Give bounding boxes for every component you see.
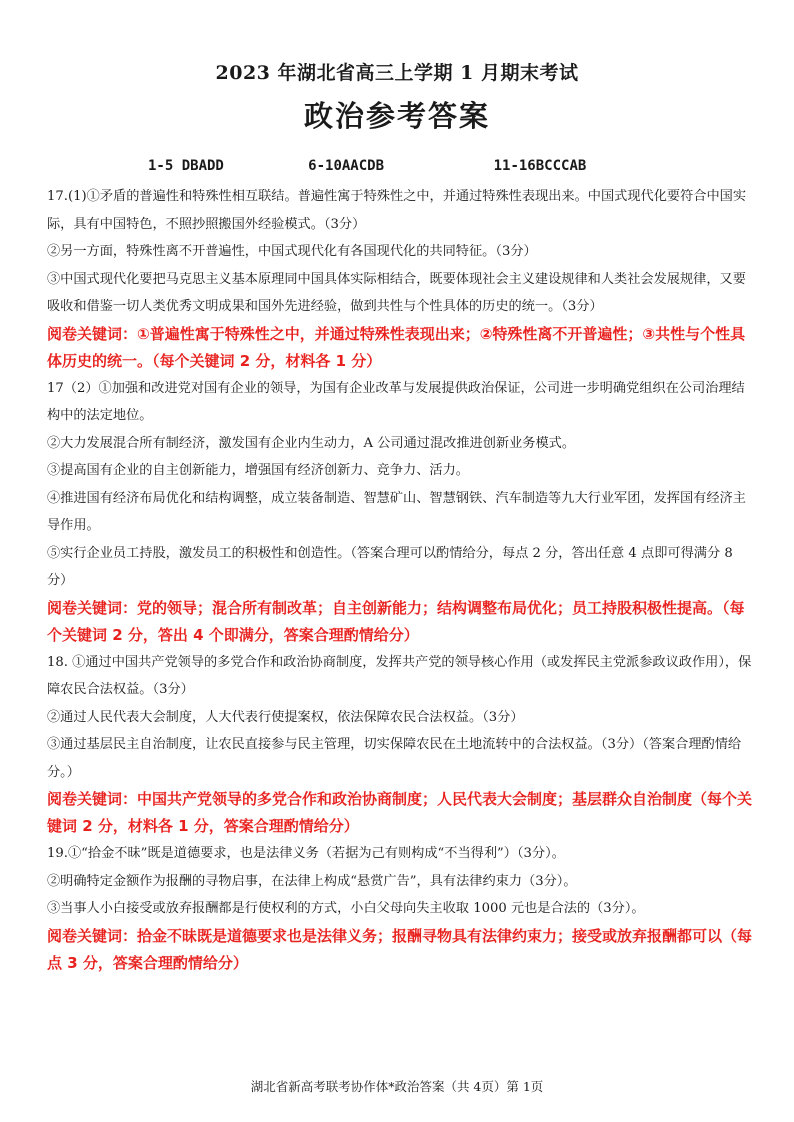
q18-point-1: 18. ①通过中国共产党领导的多党合作和政治协商制度，发挥共产党的领导核心作用（或发挥民主党派参政议政作用），保障农民合法权益。（3分）	[47, 654, 752, 697]
q18-point-3: ③通过基层民主自治制度，让农民直接参与民主管理，切实保障农民在土地流转中的合法权益。（3分）（答案合理酌情给分。）	[47, 737, 742, 780]
q17-1-grading-keywords: 阅卷关键词：①普遍性寓于特殊性之中，并通过特殊性表现出来；②特殊性离不开普遍性；③共性与个性具体历史的统一。（每个关键词 2 分，材料各 1 分）	[47, 324, 746, 370]
q17-1-point-3: ③中国式现代化要把马克思主义基本原理同中国具体实际相结合，既要体现社会主义建设规律和人类社会发展规律，又要吸收和借鉴一切人类优秀文明成果和国外先进经验，做到共性与个性具体的历史的统一。（3分）	[47, 271, 746, 314]
q17-2-point-5: ⑤实行企业员工持股，激发员工的积极性和创造性。（答案合理可以酌情给分，每点 2 分，答出任意 4 点即可得满分 8 分）	[47, 545, 733, 588]
answer-content	[47, 183, 753, 977]
q18-grading-keywords: 阅卷关键词：中国共产党领导的多党合作和政治协商制度；人民代表大会制度；基层群众自治制度（每个关键词 2 分，材料各 1 分，答案合理酌情给分）	[47, 790, 753, 835]
choice-answers-row	[148, 158, 586, 174]
q18-point-2: ②通过人民代表大会制度，人大代表行使提案权，依法保障农民合法权益。（3分）	[47, 709, 524, 725]
q19-point-3: ③当事人小白接受或放弃报酬都是行使权利的方式，小白父母向失主收取 1000 元也是合法的（3分）。	[47, 901, 645, 916]
q17-1-point-2: ②另一方面，特殊性离不开普遍性，中国式现代化有各国现代化的共同特征。（3分）	[47, 244, 537, 259]
q19-point-2: ②明确特定金额作为报酬的寻物启事，在法律上构成“悬赏广告”，具有法律约束力（3分）。	[47, 873, 577, 889]
q17-1-point-1: 17.(1)①矛盾的普遍性和特殊性相互联结。普遍性寓于特殊性之中，并通过特殊性表现出来。中国式现代化要符合中国实际，具有中国特色，不照抄照搬国外经验模式。（3分）	[47, 189, 747, 232]
q19-grading-keywords: 阅卷关键词：拾金不昧既是道德要求也是法律义务；报酬寻物具有法律约束力；接受或放弃报酬都可以（每点 3 分，答案合理酌情给分）	[47, 926, 753, 972]
q17-2-point-2: ②大力发展混合所有制经济，激发国有企业内生动力，A 公司通过混改推进创新业务模式。	[47, 435, 576, 451]
choice-answers-11-16: 11-16BCCCAB	[493, 158, 587, 174]
choice-answers-6-10: 6-10AACDB	[308, 158, 385, 174]
exam-title: 2023 年湖北省高三上学期 1 月期末考试	[215, 62, 579, 84]
answer-key-title: 政治参考答案	[303, 99, 490, 133]
q17-2-point-4: ④推进国有经济布局优化和结构调整，成立装备制造、智慧矿山、智慧钢铁、汽车制造等九大行业军团，发挥国有经济主导作用。	[47, 490, 746, 533]
page-footer: 湖北省新高考联考协作体*政治答案（共 4页）第 1页	[250, 1079, 544, 1094]
q17-2-point-3: ③提高国有企业的自主创新能力，增强国有经济创新力、竞争力、活力。	[47, 463, 469, 478]
choice-answers-1-5: 1-5 DBADD	[148, 158, 224, 174]
q17-2-grading-keywords: 阅卷关键词：党的领导；混合所有制改革；自主创新能力；结构调整布局优化；员工持股积极性提高。（每个关键词 2 分，答出 4 个即满分，答案合理酌情给分）	[47, 598, 745, 644]
q17-2-point-1: 17（2）①加强和改进党对国有企业的领导，为国有企业改革与发展提供政治保证，公司进一步明确党组织在公司治理结构中的法定地位。	[47, 380, 745, 423]
q19-point-1: 19.①“拾金不昧”既是道德要求，也是法律义务（若据为己有则构成“不当得利”）（3分）。	[47, 846, 565, 861]
